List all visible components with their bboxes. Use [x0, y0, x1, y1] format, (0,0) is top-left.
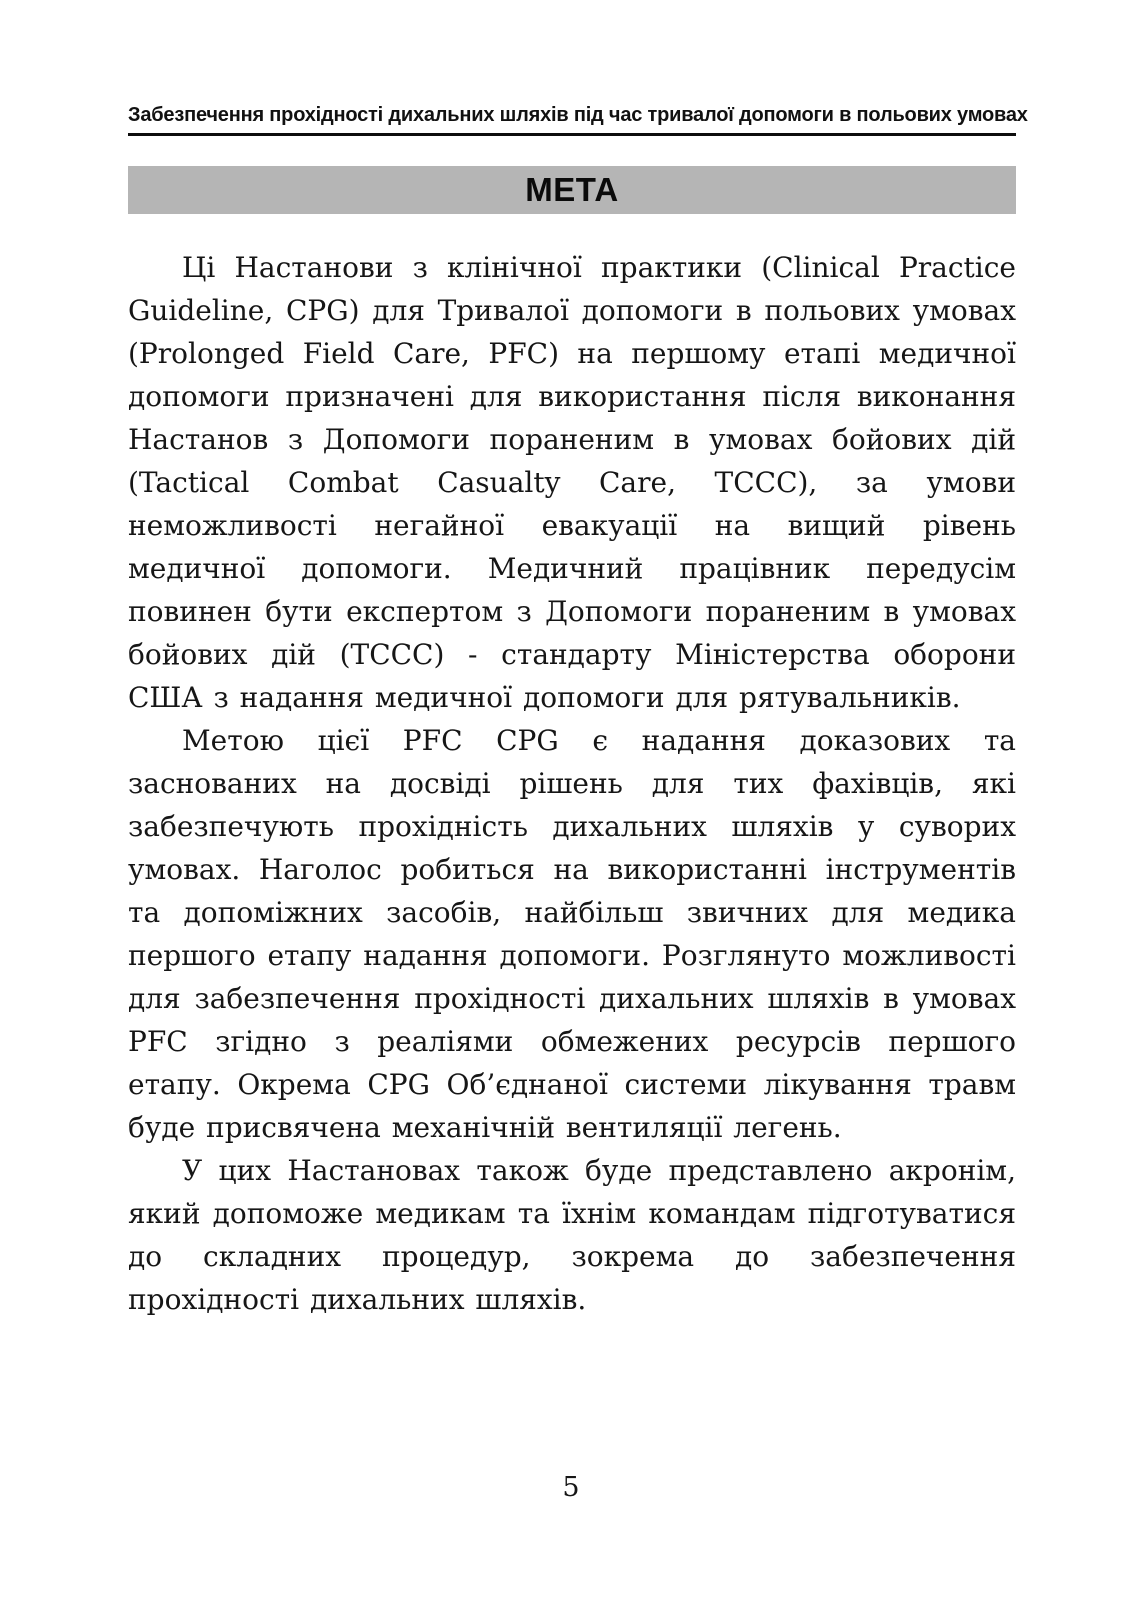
- page-number: 5: [562, 1472, 580, 1503]
- paragraph-2: Метою цієї PFC CPG є надання доказових та заснованих на досвіді рішень для тих фахівців, які забезпечують прохідність дихальних шляхів у суворих умовах. Наголос робиться на використанні інструментів та допоміжних засобів, найбільш звичних для медика першого етапу надання допомоги. Розглянуто можливості для забезпечення прохідності дихальних шляхів в умовах PFC згідно з реаліями обмежених ресурсів першого етапу. Окрема CPG Об’єднаної системи лікування травм буде присвячена механічній вентиляції легень.: [128, 724, 1016, 1144]
- paragraph-3: У цих Настановах також буде представлено акронім, який допоможе медикам та їхнім командам підготуватися до складних процедур, зокрема до забезпечення прохідності дихальних шляхів.: [128, 1154, 1016, 1316]
- running-header: Забезпечення прохідності дихальних шляхів під час тривалої допомоги в польових умовах: [128, 104, 1028, 126]
- header-rule: [128, 133, 1016, 136]
- body-text: [128, 246, 1016, 1321]
- paragraph-1: Ці Настанови з клінічної практики (Clinical Practice Guideline, CPG) для Тривалої допомоги в польових умовах (Prolonged Field Care, PFC) на першому етапі медичної допомоги призначені для використання після виконання Настанов з Допомоги пораненим в умовах бойових дій (Tactical Combat Casualty Care, TCCC), за умови неможливості негайної евакуації на вищий рівень медичної допомоги. Медичний працівник передусім повинен бути експертом з Допомоги пораненим в умовах бойових дій (TCCC) - стандарту Міністерства оборони США з надання медичної допомоги для рятувальників.: [128, 251, 1016, 714]
- section-title-bar: МЕТА: [128, 166, 1016, 214]
- page-content: [128, 0, 1028, 1321]
